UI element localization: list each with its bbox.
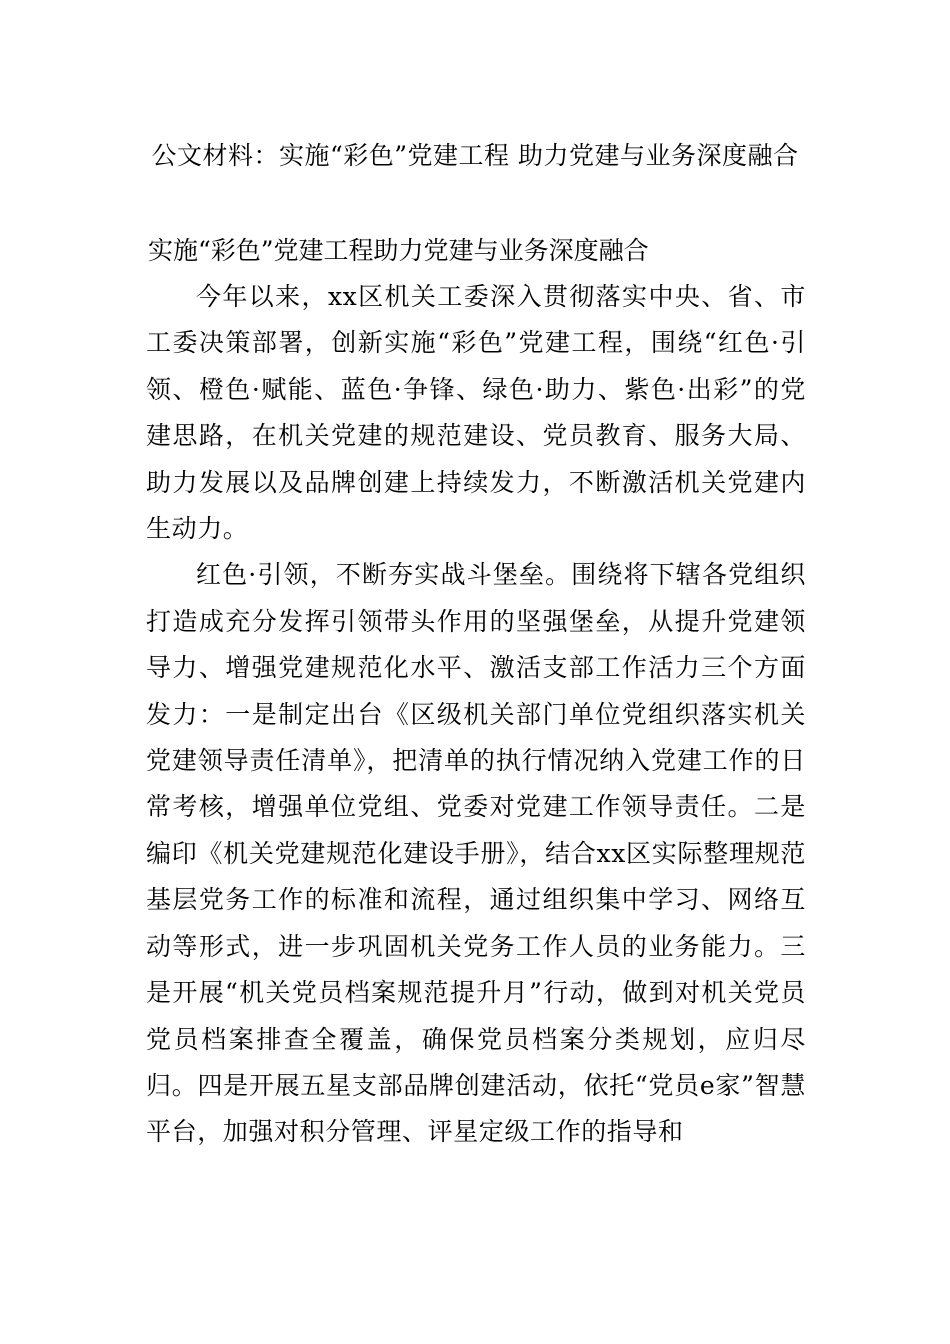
paragraph-red-leading: 红色·引领，不断夯实战斗堡垒。围绕将下辖各党组织打造成充分发挥引领带头作用的坚强堡垒，从提升党建领导力、增强党建规范化水平、激活支部工作活力三个方面发力：一是制定出台《区级机关部门单位党组织落实机关党建领导责任清单》，把清单的执行情况纳入党建工作的日常考核，增强单位党组、党委对党建工作领导责任。二是编印《机关党建规范化建设手册》，结合xx区实际整理规范基层党务工作的标准和流程，通过组织集中学习、网络互动等形式，进一步巩固机关党务工作人员的业务能力。三是开展“机关党员档案规范提升月”行动，做到对机关党员党员档案排查全覆盖，确保党员档案分类规划，应归尽归。四是开展五星支部品牌创建活动，依托“党员e家”智慧平台，加强对积分管理、评星定级工作的指导和 — [146, 560, 806, 1147]
document-body — [146, 274, 806, 1156]
paragraph-intro: 今年以来，xx区机关工委深入贯彻落实中央、省、市工委决策部署，创新实施“彩色”党建工程，围绕“红色·引领、橙色·赋能、蓝色·争锋、绿色·助力、紫色·出彩”的党建思路，在机关党建的规范建设、党员教育、服务大局、助力发展以及品牌创建上持续发力，不断激活机关党建内生动力。 — [146, 282, 806, 544]
document-subtitle: 实施“彩色”党建工程助力党建与业务深度融合 — [148, 236, 649, 265]
document-title: 公文材料：实施“彩色”党建工程 助力党建与业务深度融合 — [151, 141, 799, 170]
